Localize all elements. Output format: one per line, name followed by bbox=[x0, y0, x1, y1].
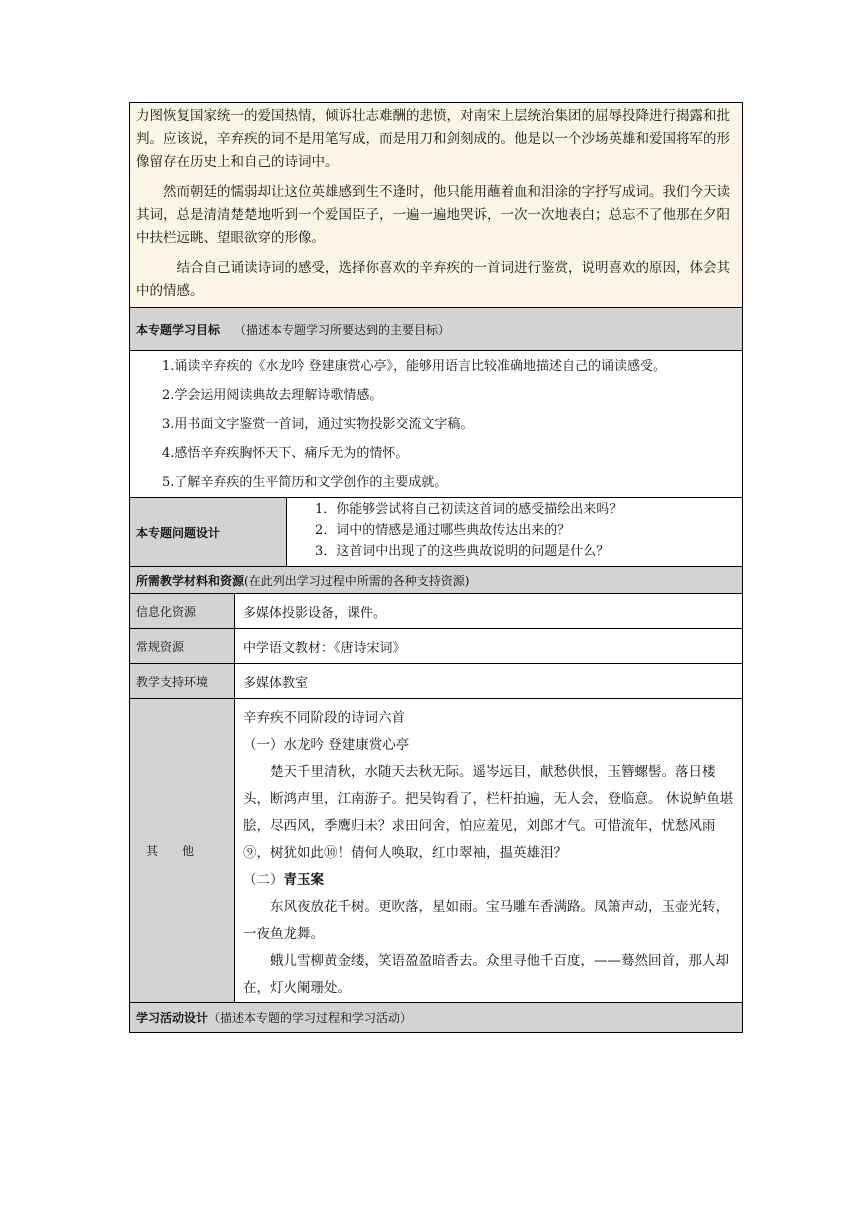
activity-header bbox=[130, 1003, 743, 1033]
goals-note: （描述本专题学习所要达到的主要目标） bbox=[234, 322, 451, 337]
questions-row bbox=[130, 498, 743, 567]
activity-header-row bbox=[130, 1003, 743, 1033]
intro-paragraph-3: 结合自己诵读诗词的感受，选择你喜欢的辛弃疾的一首词进行鉴赏，说明喜欢的原因，体会其中的情感。 bbox=[136, 260, 730, 299]
other-cell bbox=[235, 699, 743, 1003]
poem2-paragraph-2: 蛾儿雪柳黄金缕，笑语盈盈暗香去。众里寻他千百度，——蓦然回首，那人却在，灯火阑珊处。 bbox=[243, 953, 729, 996]
resources-header-row bbox=[130, 567, 743, 594]
questions-label: 本专题问题设计 bbox=[130, 498, 287, 567]
poem2-title: 青玉案 bbox=[283, 872, 324, 888]
poems-heading: 辛弃疾不同阶段的诗词六首 bbox=[243, 710, 405, 726]
other-label: 其他 bbox=[130, 699, 235, 1003]
activity-note: （描述本专题的学习过程和学习活动） bbox=[208, 1011, 413, 1025]
other-row bbox=[130, 699, 743, 1003]
intro-row bbox=[130, 103, 743, 308]
resource-label-environment: 教学支持环境 bbox=[130, 664, 235, 699]
poem1-text: 楚天千里清秋，水随天去秋无际。遥岑远目，献愁供恨，玉簪螺髻。落日楼头，断鸿声里，江南游子。把吴钩看了，栏杆拍遍，无人会，登临意。 休说鲈鱼堪脍，尽西风，季鹰归未？求田问舍，怕应羞见，刘郎才气。可惜流年，忧愁风雨⑨，树犹如此⑩！倩何人唤取，红巾翠袖，揾英雄泪？ bbox=[243, 764, 734, 861]
resource-value-info: 多媒体投影设备，课件。 bbox=[235, 594, 743, 629]
lesson-plan-table bbox=[129, 102, 743, 1033]
goal-item-1: 1.诵读辛弃疾的《水龙吟 登建康赏心亭》，能够用语言比较准确地描述自己的诵读感受。 bbox=[162, 359, 667, 374]
resources-header bbox=[130, 567, 743, 594]
goals-title: 本专题学习目标 bbox=[136, 322, 221, 337]
resource-label-regular: 常规资源 bbox=[130, 629, 235, 664]
goal-item-2: 2.学会运用阅读典故去理解诗歌情感。 bbox=[162, 388, 383, 403]
goal-item-3: 3.用书面文字鉴赏一首词，通过实物投影交流文字稿。 bbox=[162, 417, 474, 432]
resource-row-info bbox=[130, 594, 743, 629]
resource-label-info: 信息化资源 bbox=[130, 594, 235, 629]
goal-item-5: 5.了解辛弃疾的生平简历和文学创作的主要成就。 bbox=[162, 475, 448, 490]
lesson-plan-document bbox=[129, 102, 742, 1033]
goals-header bbox=[130, 308, 743, 351]
intro-paragraph-2: 然而朝廷的懦弱却让这位英雄感到生不逢时，他只能用蘸着血和泪涂的字抒写成词。我们今天读其词，总是清清楚楚地听到一个爱国臣子，一遍一遍地哭诉，一次一次地表白；总忘不了他那在夕阳中扶栏远眺、望眼欲穿的形像。 bbox=[136, 184, 730, 246]
goal-item-4: 4.感悟辛弃疾胸怀天下、痛斥无为的情怀。 bbox=[162, 446, 409, 461]
question-item-1: 1．你能够尝试将自己初读这首词的感受描绘出来吗？ bbox=[315, 502, 623, 517]
resource-row-environment bbox=[130, 664, 743, 699]
resources-note: (在此列出学习过程中所需的各种支持资源) bbox=[244, 573, 470, 588]
questions-cell bbox=[287, 498, 743, 567]
goals-cell bbox=[130, 351, 743, 498]
question-item-2: 2．词中的情感是通过哪些典故传达出来的？ bbox=[315, 523, 571, 538]
resource-value-environment: 多媒体教室 bbox=[235, 664, 743, 699]
activity-title: 学习活动设计 bbox=[136, 1011, 209, 1025]
poem2-title-prefix: （二） bbox=[243, 872, 284, 888]
resource-row-regular bbox=[130, 629, 743, 664]
poem1-title: （一）水龙吟 登建康赏心亭 bbox=[243, 737, 410, 753]
poem2-title-line bbox=[243, 867, 734, 894]
poem2-paragraph-1: 东风夜放花千树。更吹落，星如雨。宝马雕车香满路。凤箫声动，玉壶光转，一夜鱼龙舞。 bbox=[243, 899, 729, 942]
resource-value-regular: 中学语文教材：《唐诗宋词》 bbox=[235, 629, 743, 664]
question-item-3: 3．这首词中出现了的这些典故说明的问题是什么？ bbox=[315, 544, 610, 559]
intro-paragraph-1: 力图恢复国家统一的爱国热情，倾诉壮志难酬的悲愤，对南宋上层统治集团的屈辱投降进行揭露和批判。应该说，辛弃疾的词不是用笔写成，而是用刀和剑刻成的。他是以一个沙场英雄和爱国将军的形像留存在历史上和自己的诗词中。 bbox=[136, 108, 730, 170]
goals-header-row bbox=[130, 308, 743, 351]
resources-title: 所需教学材料和资源 bbox=[136, 573, 245, 588]
goals-row bbox=[130, 351, 743, 498]
intro-cell bbox=[130, 103, 743, 308]
